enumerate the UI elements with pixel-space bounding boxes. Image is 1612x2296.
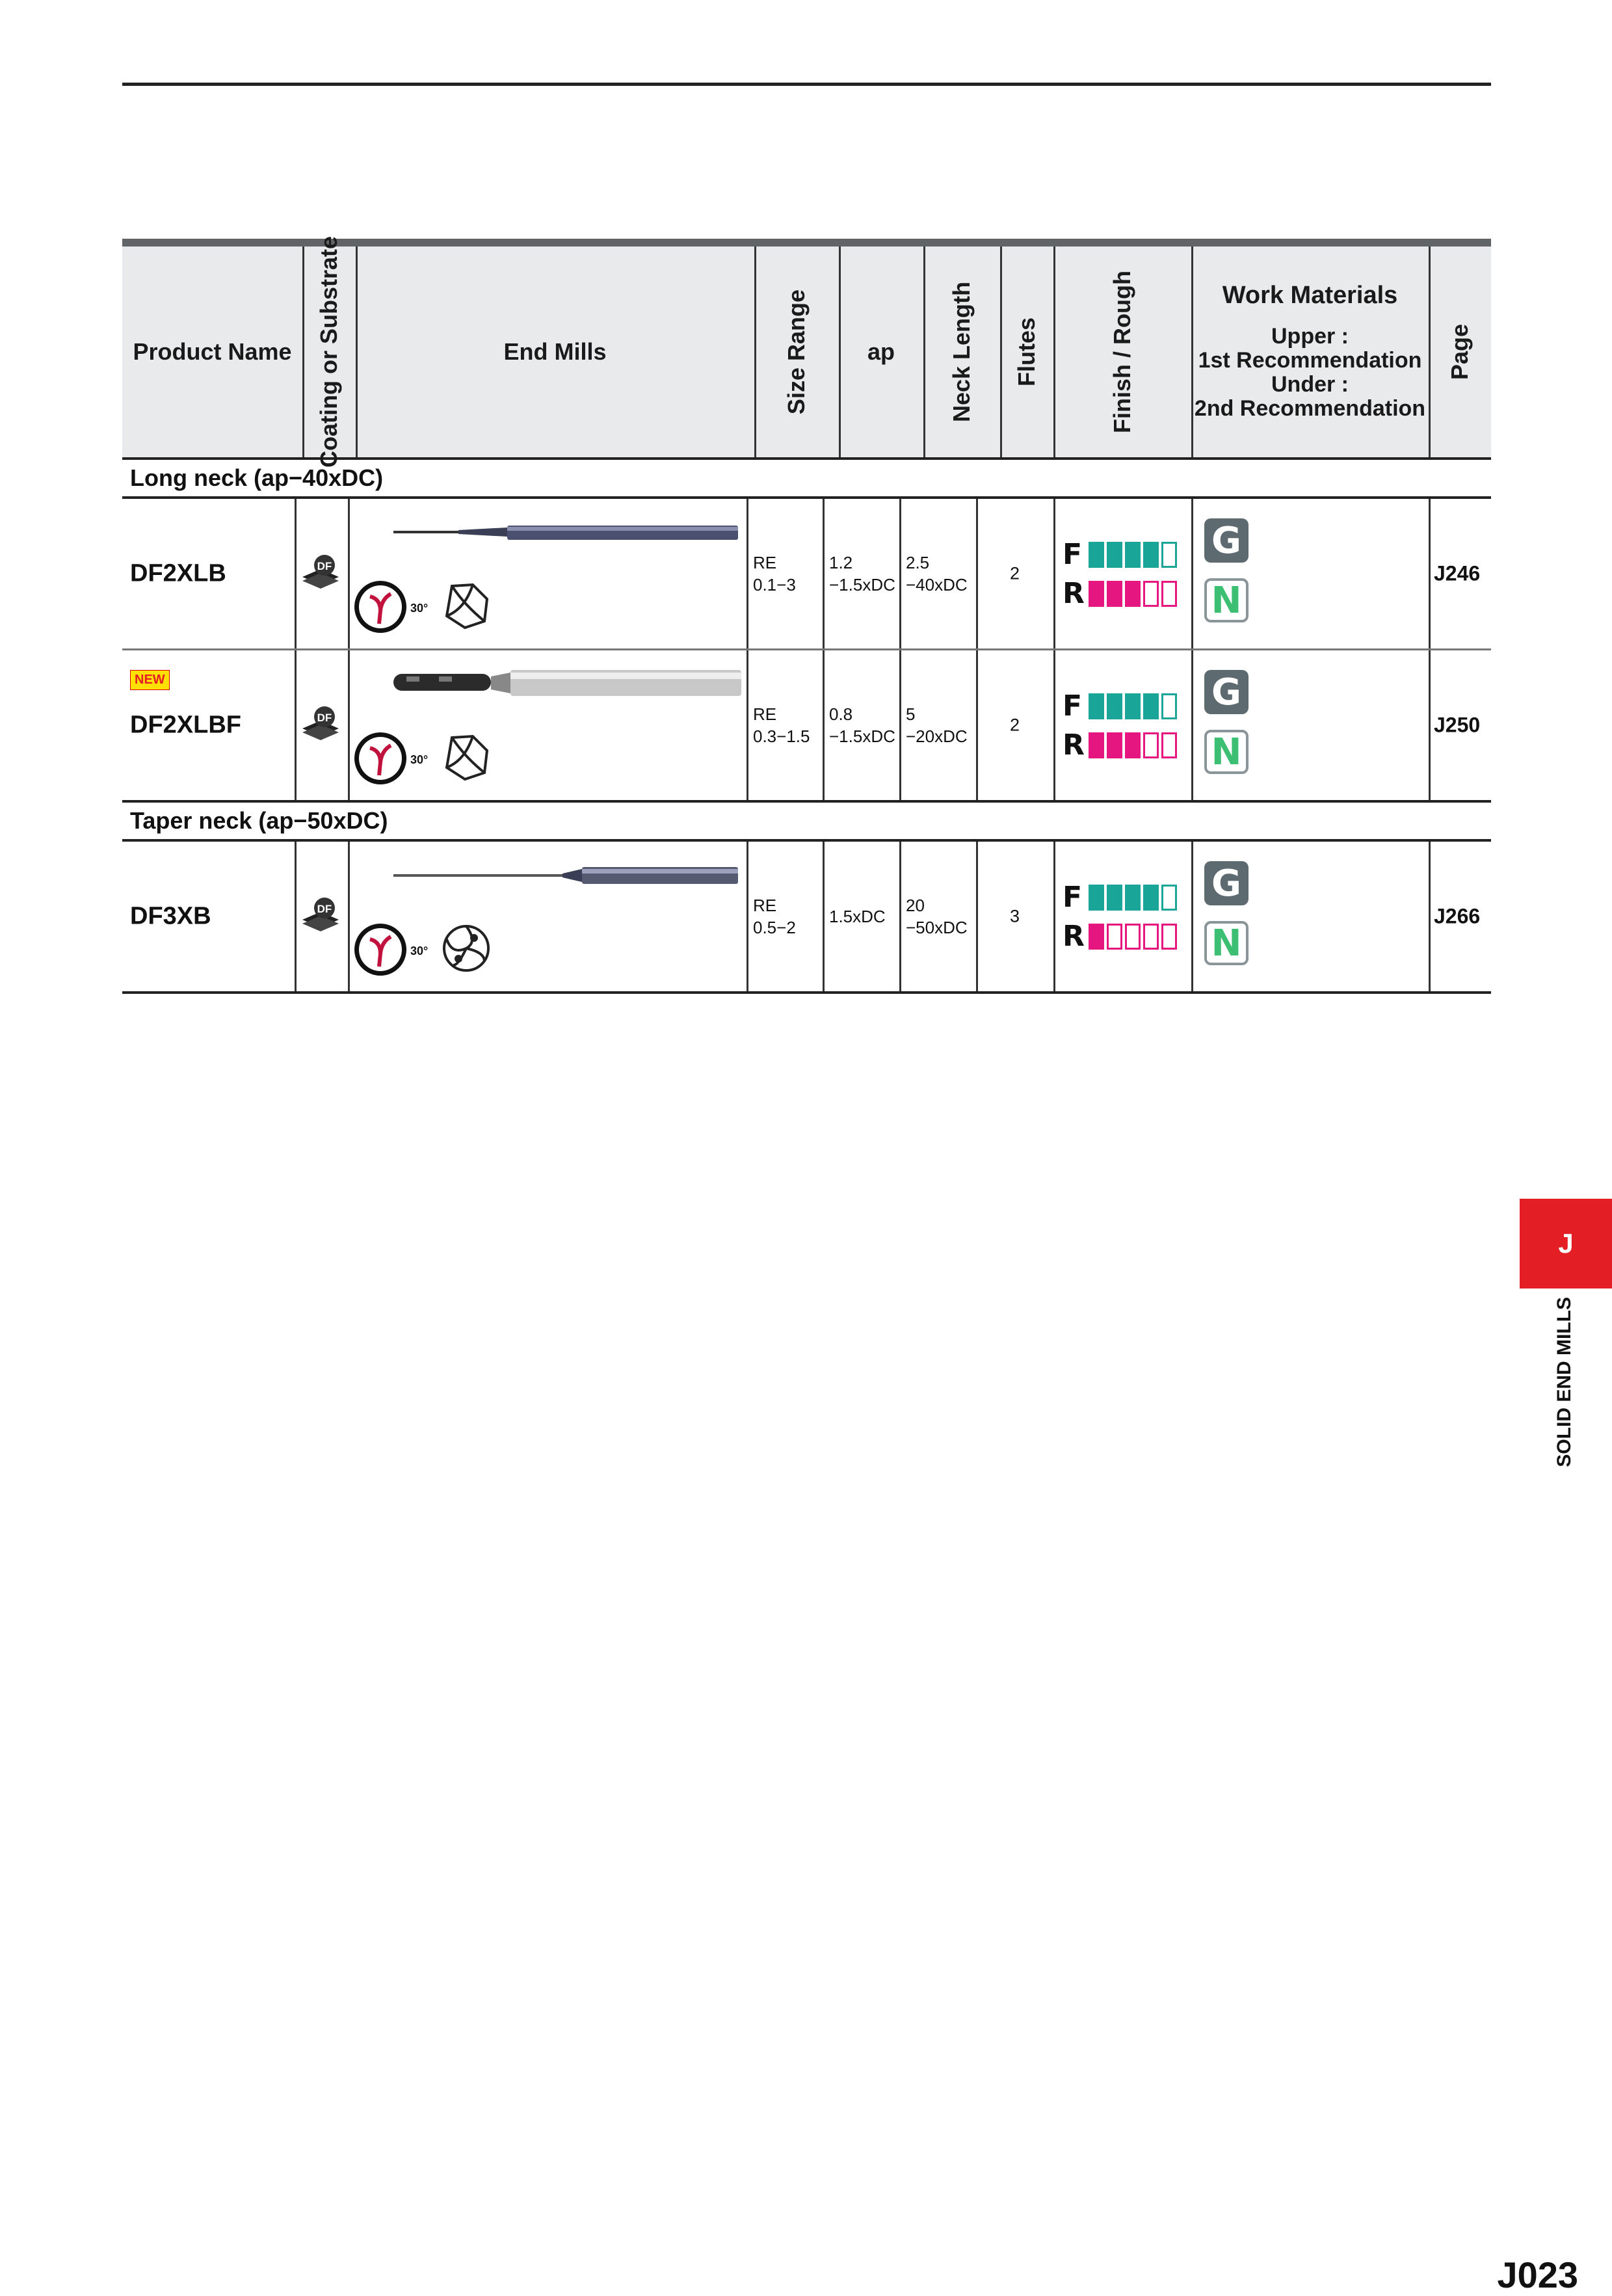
ap-value: 1.5xDC <box>829 907 886 926</box>
coating-df-icon <box>300 894 341 939</box>
section-taper-neck: Taper neck (ap−50xDC) <box>122 803 1491 842</box>
product-name-cell <box>122 650 295 800</box>
finish-rating-square <box>1125 693 1141 719</box>
finish-rating-square <box>1143 542 1159 568</box>
rough-rating-square <box>1125 581 1141 607</box>
flutes-value: 2 <box>1009 563 1020 583</box>
work-materials-cell <box>1191 650 1429 800</box>
flutes-cell <box>976 650 1053 800</box>
finish-rating-square <box>1125 885 1141 911</box>
flutes-value: 3 <box>1009 906 1020 926</box>
ap-value: 0.8 <box>829 704 853 724</box>
neck-length-range: −20xDC <box>906 727 968 746</box>
size-range-cell <box>747 650 823 800</box>
top-rule <box>122 83 1491 86</box>
helix-gamma-icon <box>353 922 408 980</box>
work-materials-first: 1st Recommendation <box>1198 347 1422 373</box>
finish-rough-cell <box>1053 650 1191 800</box>
finish-rating-square <box>1107 693 1122 719</box>
product-table <box>122 235 1491 994</box>
helix-angle-label: 30° <box>410 602 429 615</box>
header-size-range <box>754 247 839 457</box>
finish-rating-square <box>1143 693 1159 719</box>
ap-value-range: −1.5xDC <box>829 727 895 746</box>
end-section-icon <box>439 580 494 635</box>
rough-rating-square <box>1089 581 1104 607</box>
neck-length-value: 20 <box>906 896 925 915</box>
svg-text:DF: DF <box>317 903 332 915</box>
page-number: J023 <box>1497 2254 1578 2295</box>
end-mill-image <box>393 856 745 898</box>
finish-rating-square <box>1125 542 1141 568</box>
finish-rating <box>1063 881 1180 914</box>
rough-rating-square <box>1089 732 1104 758</box>
svg-text:DF: DF <box>317 712 332 724</box>
header-ap: ap <box>867 338 895 365</box>
size-range-cell <box>747 499 823 648</box>
page-ref-link[interactable]: J266 <box>1434 904 1481 928</box>
rough-rating-square <box>1125 732 1141 758</box>
finish-rating-square <box>1089 885 1104 911</box>
size-range-value: 0.1−3 <box>753 575 796 594</box>
work-materials-title: Work Materials <box>1222 281 1398 309</box>
product-name[interactable]: DF2XLB <box>130 559 226 587</box>
finish-rating-square <box>1107 885 1122 911</box>
table-header <box>122 235 1491 468</box>
end-mill-image <box>393 513 745 555</box>
section-long-neck: Long neck (ap−40xDC) <box>122 460 1491 499</box>
flutes-cell <box>976 842 1053 991</box>
rough-rating-square <box>1143 581 1159 607</box>
ap-cell <box>823 842 899 991</box>
page-ref-link[interactable]: J250 <box>1434 713 1481 737</box>
coating-cell <box>295 842 348 991</box>
flutes-cell <box>976 499 1053 648</box>
ap-value-range: −1.5xDC <box>829 575 895 594</box>
rough-rating-square <box>1107 581 1122 607</box>
material-n-icon: N <box>1204 730 1249 774</box>
finish-letter: F <box>1063 689 1083 723</box>
neck-length-cell <box>899 650 976 800</box>
flutes-value: 2 <box>1009 715 1020 735</box>
rough-rating-square <box>1107 732 1122 758</box>
rough-rating <box>1063 920 1180 953</box>
work-materials-under: Under : <box>1271 371 1349 397</box>
ap-value: 1.2 <box>829 553 853 572</box>
header-flutes <box>1000 247 1053 457</box>
work-materials-second: 2nd Recommendation <box>1194 395 1426 421</box>
finish-rating-square <box>1143 885 1159 911</box>
helix-gamma-icon <box>353 731 408 789</box>
size-range-type: RE <box>753 704 777 724</box>
table-row <box>122 650 1491 803</box>
rough-rating-square <box>1089 924 1104 950</box>
page-ref-cell <box>1429 842 1491 991</box>
rough-letter: R <box>1063 577 1085 610</box>
neck-length-value: 5 <box>906 704 916 724</box>
helix-angle-label: 30° <box>410 753 429 766</box>
finish-rating-square <box>1089 693 1104 719</box>
helix-angle-label: 30° <box>410 944 429 957</box>
header-page-label: Page <box>1446 323 1473 380</box>
end-mill-cell <box>348 842 747 991</box>
page-ref-cell <box>1429 499 1491 648</box>
rough-rating <box>1063 728 1180 762</box>
finish-rating <box>1063 689 1180 723</box>
neck-length-cell <box>899 842 976 991</box>
material-n-icon: N <box>1204 578 1249 622</box>
page-ref-link[interactable]: J246 <box>1434 561 1481 585</box>
product-name-cell <box>122 842 295 991</box>
finish-letter: F <box>1063 538 1083 571</box>
header-coating-label: Coating or Substrate <box>315 235 342 468</box>
product-name-cell <box>122 499 295 648</box>
neck-length-value: 2.5 <box>906 553 930 572</box>
finish-rating-square <box>1161 885 1177 911</box>
header-product-name: Product Name <box>133 338 292 365</box>
product-name[interactable]: DF3XB <box>130 902 211 930</box>
new-badge: NEW <box>130 670 170 690</box>
rough-rating-square <box>1107 924 1122 950</box>
work-materials-upper: Upper : <box>1271 323 1349 349</box>
coating-cell <box>295 650 348 800</box>
neck-length-range: −40xDC <box>906 575 968 594</box>
end-mill-image <box>393 665 745 707</box>
ap-cell <box>823 650 899 800</box>
table-row <box>122 499 1491 650</box>
rough-rating-square <box>1161 924 1177 950</box>
finish-rating-square <box>1161 542 1177 568</box>
page-ref-cell <box>1429 650 1491 800</box>
finish-rating-square <box>1089 542 1104 568</box>
end-section-icon <box>439 731 494 786</box>
coating-cell <box>295 499 348 648</box>
finish-rating-square <box>1107 542 1122 568</box>
ap-cell <box>823 499 899 648</box>
table-row <box>122 842 1491 994</box>
helix-gamma-icon <box>353 580 408 637</box>
product-name[interactable]: DF2XLBF <box>130 711 241 739</box>
finish-rough-cell <box>1053 842 1191 991</box>
size-range-cell <box>747 842 823 991</box>
material-g-icon: G <box>1204 861 1249 905</box>
material-g-icon: G <box>1204 670 1249 714</box>
rough-letter: R <box>1063 920 1085 953</box>
finish-rating-square <box>1161 693 1177 719</box>
size-range-type: RE <box>753 896 777 915</box>
rough-rating-square <box>1161 732 1177 758</box>
header-size-range-label: Size Range <box>783 289 810 415</box>
rough-rating-square <box>1143 924 1159 950</box>
material-n-icon: N <box>1204 921 1249 965</box>
end-section-icon <box>439 922 494 978</box>
end-mill-cell <box>348 650 747 800</box>
side-tab-letter[interactable]: J <box>1520 1199 1612 1288</box>
header-neck-length <box>923 247 1000 457</box>
rough-rating-square <box>1143 732 1159 758</box>
finish-rating <box>1063 538 1180 571</box>
neck-length-range: −50xDC <box>906 918 968 937</box>
work-materials-cell <box>1191 842 1429 991</box>
size-range-type: RE <box>753 553 777 572</box>
svg-text:DF: DF <box>317 560 332 572</box>
rough-rating-square <box>1125 924 1141 950</box>
rough-rating <box>1063 577 1180 610</box>
finish-rough-cell <box>1053 499 1191 648</box>
header-flutes-label: Flutes <box>1013 317 1040 386</box>
header-coating <box>302 235 356 468</box>
header-neck-length-label: Neck Length <box>948 281 975 423</box>
header-page <box>1429 247 1491 457</box>
header-work-materials <box>1191 247 1429 457</box>
neck-length-cell <box>899 499 976 648</box>
coating-df-icon <box>300 551 341 596</box>
work-materials-cell <box>1191 499 1429 648</box>
end-mill-cell <box>348 499 747 648</box>
finish-letter: F <box>1063 881 1083 914</box>
coating-df-icon <box>300 702 341 747</box>
rough-rating-square <box>1161 581 1177 607</box>
size-range-value: 0.3−1.5 <box>753 727 810 746</box>
side-tab-label-text: SOLID END MILLS <box>1553 1297 1575 1467</box>
material-g-icon: G <box>1204 518 1249 563</box>
size-range-value: 0.5−2 <box>753 918 796 937</box>
header-finish-rough <box>1053 247 1191 457</box>
rough-letter: R <box>1063 728 1085 762</box>
header-finish-rough-label: Finish / Rough <box>1109 271 1135 433</box>
side-tab-label <box>1553 1294 1576 1470</box>
header-end-mills: End Mills <box>503 338 607 365</box>
